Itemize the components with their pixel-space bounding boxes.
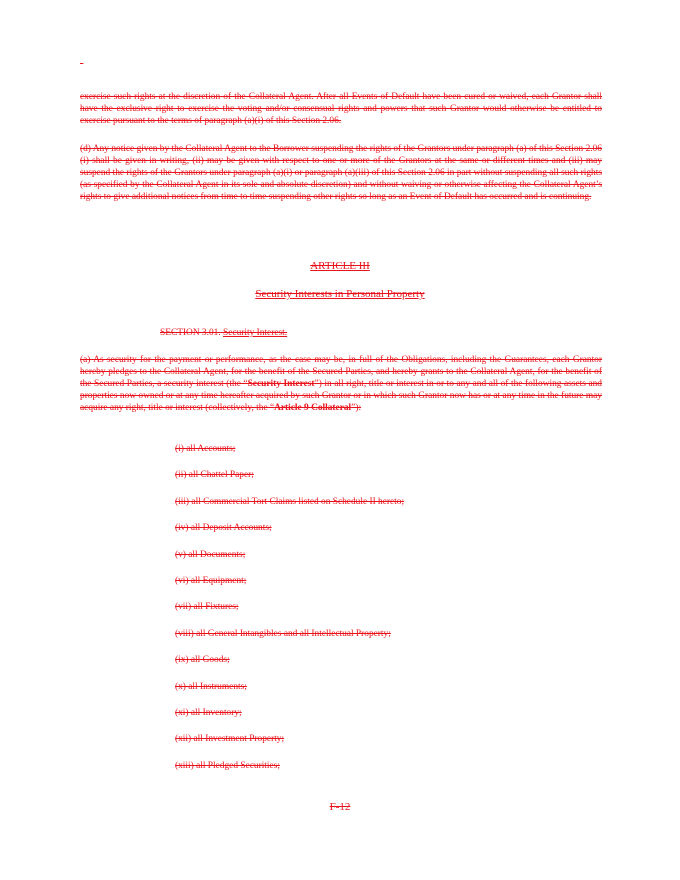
list-item: (ix) all Goods;	[175, 655, 230, 666]
change-marker: -	[80, 58, 84, 69]
paragraph-a-security	[80, 354, 602, 414]
list-item: (iii) all Commercial Tort Claims listed on Schedule II hereto;	[175, 496, 405, 507]
list-item: (i) all Accounts;	[175, 444, 236, 454]
paragraph-d-notice: (d) Any notice given by the Collateral Agent to the Borrower suspending the rights of the Grantors under paragraph (a) of this Section 2.06 (i) shall be given in writing, (ii) may be given with respect to one or more of the Grantors at the same or different times and (iii) may suspend the rights of the Grantors under paragraph (a)(i) or paragraph (a)(iii) of this Section 2.06 in part without suspending all such rights (as specified by the Collateral Agent in its sole and absolute discretion) and without waiving or otherwise affecting the Collateral Agent’s rights to give additional notices from time to time suspending other rights so long as an Event of Default has occurred and is continuing.	[80, 144, 602, 202]
list-item: (vi) all Equipment;	[175, 575, 247, 586]
defined-term-security-interest: Security Interest	[247, 379, 315, 389]
paragraph-a-text-2: ”) in all right, title or interest in or to any and all of the following assets and properties now owned or at any time hereafter acquired by such Grantor or in which such Grantor now has or at any time in the future may acquire any right, title or interest (collectively, the “	[80, 379, 602, 413]
article-title: Security Interests in Personal Property	[255, 288, 425, 300]
paragraph-a-text-3: ”):	[351, 403, 362, 413]
paragraph-voting-rights: exercise such rights at the discretion of the Collateral Agent. After all Events of Default have been cured or waived, each Grantor shall have the exclusive right to exercise the voting and/or consensual rights and powers that such Grantor would otherwise be entitled to exercise pursuant to the terms of paragraph (a)(i) of this Section 2.06.	[80, 92, 602, 126]
list-item: (ii) all Chattel Paper;	[175, 470, 254, 481]
collateral-list	[175, 443, 404, 786]
list-item: (iv) all Deposit Accounts;	[175, 523, 272, 534]
page-number: F-12	[329, 801, 351, 813]
list-item: (viii) all General Intangibles and all Intellectual Property;	[175, 628, 391, 639]
section-number: SECTION 3.01.	[160, 328, 221, 338]
article-heading: ARTICLE III	[310, 260, 370, 272]
section-heading	[160, 327, 287, 339]
list-item: (xi) all Inventory;	[175, 707, 242, 718]
paragraph-a-text-1: (a) As security for the payment or performance, as the case may be, in full of the Obligations, including the Guarantees, each Grantor hereby pledges to the Collateral Agent, for the benefit of the Secured Parties, and hereby grants to the Collateral Agent, for the benefit of the Secured Parties, a security interest (the “	[80, 355, 602, 389]
list-item: (xii) all Investment Property;	[175, 734, 285, 745]
defined-term-article-9-collateral: Article 9 Collateral	[274, 403, 352, 413]
list-item: (v) all Documents;	[175, 549, 246, 560]
list-item: (xiii) all Pledged Securities;	[175, 760, 280, 771]
section-title: Security Interest.	[223, 328, 288, 338]
list-item: (vii) all Fixtures;	[175, 602, 239, 613]
list-item: (x) all Instruments;	[175, 681, 247, 692]
